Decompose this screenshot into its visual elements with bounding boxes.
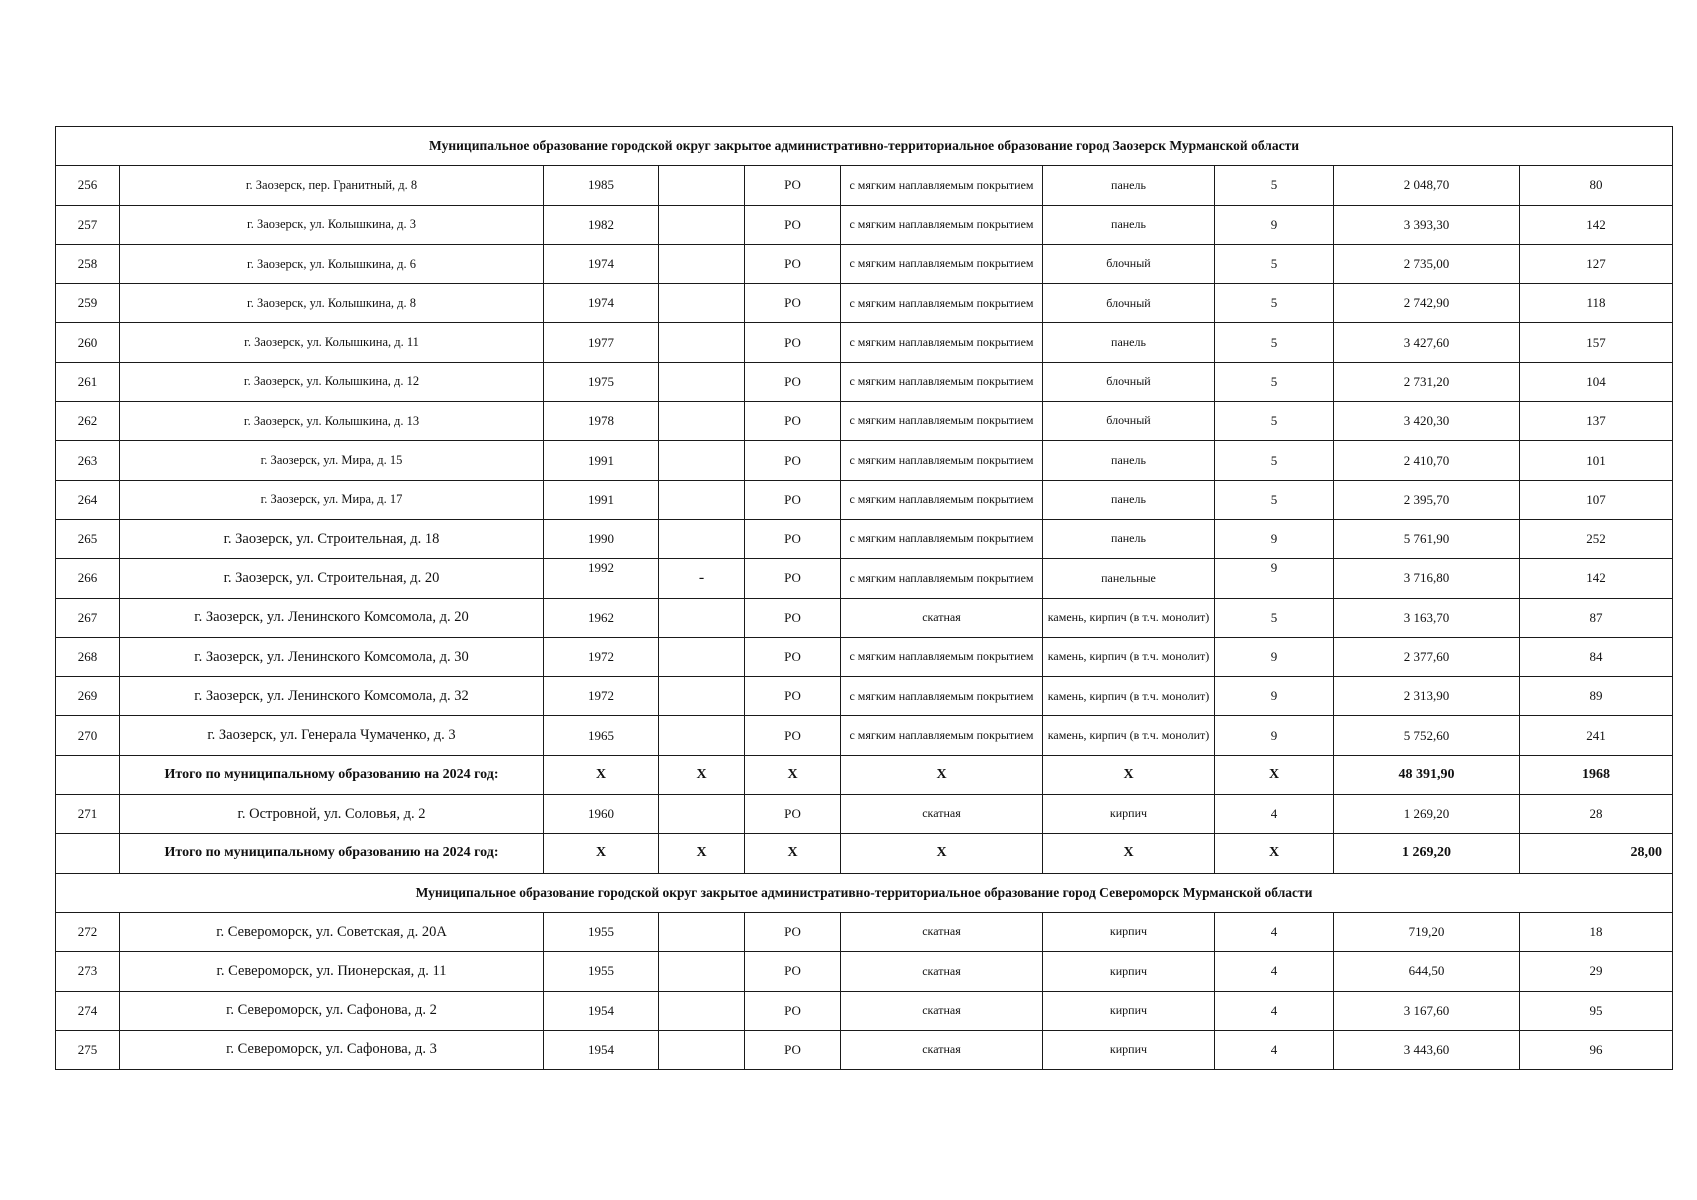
row-number: 266 (56, 559, 120, 598)
address: г. Заозерск, ул. Ленинского Комсомола, д. 32 (120, 677, 544, 716)
resident-count: 89 (1520, 677, 1673, 716)
floor-count: 5 (1215, 284, 1334, 323)
floor-count: 5 (1215, 166, 1334, 205)
resident-count: 28 (1520, 795, 1673, 834)
total-area: 3 167,60 (1334, 991, 1520, 1030)
total-area: 1 269,20 (1334, 795, 1520, 834)
address: г. Заозерск, ул. Колышкина, д. 13 (120, 402, 544, 441)
ro-cell: РО (745, 991, 841, 1030)
roof-type: с мягким наплавляемым покрытием (841, 284, 1043, 323)
table-row (56, 205, 1673, 244)
roof-type: с мягким наплавляемым покрытием (841, 441, 1043, 480)
roof-type: скатная (841, 795, 1043, 834)
extra-cell (659, 991, 745, 1030)
year-built: 1955 (544, 912, 659, 951)
floor-count: 4 (1215, 912, 1334, 951)
total-x-year: X (544, 834, 659, 873)
total-row (56, 834, 1673, 873)
year-built: 1974 (544, 284, 659, 323)
total-people: 28,00 (1520, 834, 1673, 873)
ro-cell: РО (745, 205, 841, 244)
section-header-severomorsk (56, 873, 1673, 912)
table-row (56, 637, 1673, 676)
year-built: 1974 (544, 244, 659, 283)
table-row (56, 402, 1673, 441)
roof-type: с мягким наплавляемым покрытием (841, 244, 1043, 283)
address: г. Заозерск, ул. Строительная, д. 18 (120, 519, 544, 558)
total-area: 2 313,90 (1334, 677, 1520, 716)
floor-count: 9 (1215, 205, 1334, 244)
year-built: 1965 (544, 716, 659, 755)
resident-count: 142 (1520, 205, 1673, 244)
year-built: 1954 (544, 991, 659, 1030)
total-people: 1968 (1520, 755, 1673, 794)
ro-cell: РО (745, 441, 841, 480)
total-area: 3 427,60 (1334, 323, 1520, 362)
floor-count: 9 (1215, 716, 1334, 755)
extra-cell (659, 244, 745, 283)
wall-material: камень, кирпич (в т.ч. монолит) (1043, 637, 1215, 676)
total-area: 48 391,90 (1334, 755, 1520, 794)
wall-material: панель (1043, 205, 1215, 244)
total-area: 2 410,70 (1334, 441, 1520, 480)
total-area: 2 735,00 (1334, 244, 1520, 283)
floor-count: 4 (1215, 795, 1334, 834)
year-built: 1960 (544, 795, 659, 834)
floor-count: 5 (1215, 441, 1334, 480)
floor-count: 5 (1215, 480, 1334, 519)
address: г. Заозерск, ул. Колышкина, д. 12 (120, 362, 544, 401)
year-built: 1975 (544, 362, 659, 401)
year-built: 1991 (544, 441, 659, 480)
address: г. Североморск, ул. Сафонова, д. 3 (120, 1030, 544, 1069)
row-number: 259 (56, 284, 120, 323)
ro-cell: РО (745, 677, 841, 716)
year-built: 1992 (544, 559, 659, 598)
ro-cell: РО (745, 637, 841, 676)
wall-material: панель (1043, 166, 1215, 205)
row-number: 268 (56, 637, 120, 676)
total-area: 5 761,90 (1334, 519, 1520, 558)
ro-cell: РО (745, 795, 841, 834)
roof-type: скатная (841, 912, 1043, 951)
ro-cell: РО (745, 519, 841, 558)
roof-type: с мягким наплавляемым покрытием (841, 637, 1043, 676)
row-number: 271 (56, 795, 120, 834)
address: г. Североморск, ул. Пионерская, д. 11 (120, 952, 544, 991)
table-row (56, 795, 1673, 834)
floor-count: 5 (1215, 244, 1334, 283)
roof-type: с мягким наплавляемым покрытием (841, 519, 1043, 558)
row-number: 257 (56, 205, 120, 244)
table-row (56, 441, 1673, 480)
total-x-year: X (544, 755, 659, 794)
row-number: 258 (56, 244, 120, 283)
total-x-floors: X (1215, 834, 1334, 873)
wall-material: кирпич (1043, 912, 1215, 951)
roof-type: с мягким наплавляемым покрытием (841, 677, 1043, 716)
extra-cell (659, 480, 745, 519)
resident-count: 104 (1520, 362, 1673, 401)
ro-cell: РО (745, 166, 841, 205)
extra-cell (659, 402, 745, 441)
extra-cell (659, 637, 745, 676)
total-row (56, 755, 1673, 794)
extra-cell (659, 323, 745, 362)
table-row (56, 991, 1673, 1030)
housing-register-table (55, 126, 1673, 1070)
row-number: 275 (56, 1030, 120, 1069)
wall-material: кирпич (1043, 795, 1215, 834)
ro-cell: РО (745, 559, 841, 598)
resident-count: 157 (1520, 323, 1673, 362)
extra-cell (659, 1030, 745, 1069)
roof-type: скатная (841, 952, 1043, 991)
total-area: 644,50 (1334, 952, 1520, 991)
address: г. Североморск, ул. Советская, д. 20А (120, 912, 544, 951)
row-number: 272 (56, 912, 120, 951)
total-x-roof: X (841, 755, 1043, 794)
table-row (56, 952, 1673, 991)
resident-count: 95 (1520, 991, 1673, 1030)
address: г. Североморск, ул. Сафонова, д. 2 (120, 991, 544, 1030)
resident-count: 96 (1520, 1030, 1673, 1069)
address: г. Заозерск, ул. Колышкина, д. 6 (120, 244, 544, 283)
ro-cell: РО (745, 598, 841, 637)
extra-cell (659, 912, 745, 951)
total-label: Итого по муниципальному образованию на 2024 год: (120, 755, 544, 794)
address: г. Заозерск, ул. Ленинского Комсомола, д. 30 (120, 637, 544, 676)
extra-cell (659, 795, 745, 834)
resident-count: 84 (1520, 637, 1673, 676)
year-built: 1985 (544, 166, 659, 205)
ro-cell: РО (745, 323, 841, 362)
wall-material: кирпич (1043, 1030, 1215, 1069)
roof-type: с мягким наплавляемым покрытием (841, 205, 1043, 244)
extra-cell (659, 166, 745, 205)
roof-type: с мягким наплавляемым покрытием (841, 166, 1043, 205)
address: г. Островной, ул. Соловья, д. 2 (120, 795, 544, 834)
floor-count: 4 (1215, 991, 1334, 1030)
wall-material: панель (1043, 323, 1215, 362)
ro-cell: РО (745, 480, 841, 519)
table-row (56, 1030, 1673, 1069)
year-built: 1972 (544, 637, 659, 676)
row-number: 265 (56, 519, 120, 558)
address: г. Заозерск, ул. Мира, д. 17 (120, 480, 544, 519)
resident-count: 241 (1520, 716, 1673, 755)
row-number: 270 (56, 716, 120, 755)
ro-cell: РО (745, 1030, 841, 1069)
year-built: 1991 (544, 480, 659, 519)
wall-material: панельные (1043, 559, 1215, 598)
table-row (56, 480, 1673, 519)
roof-type: с мягким наплавляемым покрытием (841, 480, 1043, 519)
floor-count: 9 (1215, 559, 1334, 598)
wall-material: панель (1043, 480, 1215, 519)
table-row (56, 677, 1673, 716)
year-built: 1978 (544, 402, 659, 441)
address: г. Заозерск, ул. Колышкина, д. 3 (120, 205, 544, 244)
total-area: 2 742,90 (1334, 284, 1520, 323)
total-x-material: X (1043, 834, 1215, 873)
wall-material: камень, кирпич (в т.ч. монолит) (1043, 716, 1215, 755)
ro-cell: РО (745, 402, 841, 441)
wall-material: блочный (1043, 402, 1215, 441)
extra-cell (659, 284, 745, 323)
address: г. Заозерск, ул. Колышкина, д. 8 (120, 284, 544, 323)
wall-material: камень, кирпич (в т.ч. монолит) (1043, 677, 1215, 716)
total-x-ro: X (745, 755, 841, 794)
total-empty-cell (56, 834, 120, 873)
extra-cell (659, 205, 745, 244)
ro-cell: РО (745, 244, 841, 283)
resident-count: 252 (1520, 519, 1673, 558)
total-area: 719,20 (1334, 912, 1520, 951)
section-title: Муниципальное образование городской округ закрытое административно-территориальное образование город Североморск Мурманской области (56, 873, 1673, 912)
total-label: Итого по муниципальному образованию на 2024 год: (120, 834, 544, 873)
ro-cell: РО (745, 952, 841, 991)
roof-type: с мягким наплавляемым покрытием (841, 323, 1043, 362)
floor-count: 5 (1215, 598, 1334, 637)
total-area: 3 420,30 (1334, 402, 1520, 441)
total-area: 3 393,30 (1334, 205, 1520, 244)
wall-material: кирпич (1043, 991, 1215, 1030)
extra-cell (659, 716, 745, 755)
address: г. Заозерск, ул. Мира, д. 15 (120, 441, 544, 480)
address: г. Заозерск, пер. Гранитный, д. 8 (120, 166, 544, 205)
resident-count: 18 (1520, 912, 1673, 951)
total-area: 1 269,20 (1334, 834, 1520, 873)
section-header-zaozersk (56, 127, 1673, 166)
extra-cell (659, 677, 745, 716)
resident-count: 107 (1520, 480, 1673, 519)
row-number: 256 (56, 166, 120, 205)
floor-count: 5 (1215, 402, 1334, 441)
roof-type: скатная (841, 991, 1043, 1030)
table-row (56, 519, 1673, 558)
floor-count: 9 (1215, 637, 1334, 676)
table-row (56, 284, 1673, 323)
address: г. Заозерск, ул. Ленинского Комсомола, д. 20 (120, 598, 544, 637)
wall-material: панель (1043, 519, 1215, 558)
year-built: 1962 (544, 598, 659, 637)
address: г. Заозерск, ул. Строительная, д. 20 (120, 559, 544, 598)
roof-type: скатная (841, 1030, 1043, 1069)
floor-count: 4 (1215, 1030, 1334, 1069)
total-x-extra: X (659, 834, 745, 873)
extra-cell (659, 952, 745, 991)
total-area: 3 443,60 (1334, 1030, 1520, 1069)
floor-count: 9 (1215, 519, 1334, 558)
table-row (56, 244, 1673, 283)
row-number: 263 (56, 441, 120, 480)
year-built: 1977 (544, 323, 659, 362)
roof-type: с мягким наплавляемым покрытием (841, 402, 1043, 441)
total-area: 2 731,20 (1334, 362, 1520, 401)
wall-material: блочный (1043, 244, 1215, 283)
wall-material: блочный (1043, 284, 1215, 323)
total-x-material: X (1043, 755, 1215, 794)
extra-cell: - (659, 559, 745, 598)
extra-cell (659, 519, 745, 558)
resident-count: 137 (1520, 402, 1673, 441)
wall-material: блочный (1043, 362, 1215, 401)
wall-material: кирпич (1043, 952, 1215, 991)
resident-count: 29 (1520, 952, 1673, 991)
ro-cell: РО (745, 284, 841, 323)
ro-cell: РО (745, 362, 841, 401)
extra-cell (659, 362, 745, 401)
resident-count: 101 (1520, 441, 1673, 480)
roof-type: с мягким наплавляемым покрытием (841, 716, 1043, 755)
row-number: 260 (56, 323, 120, 362)
address: г. Заозерск, ул. Колышкина, д. 11 (120, 323, 544, 362)
floor-count: 5 (1215, 323, 1334, 362)
wall-material: камень, кирпич (в т.ч. монолит) (1043, 598, 1215, 637)
total-x-ro: X (745, 834, 841, 873)
floor-count: 5 (1215, 362, 1334, 401)
row-number: 262 (56, 402, 120, 441)
row-number: 273 (56, 952, 120, 991)
roof-type: с мягким наплавляемым покрытием (841, 559, 1043, 598)
table-row (56, 323, 1673, 362)
table-row (56, 716, 1673, 755)
resident-count: 142 (1520, 559, 1673, 598)
resident-count: 118 (1520, 284, 1673, 323)
floor-count: 9 (1215, 677, 1334, 716)
total-area: 2 048,70 (1334, 166, 1520, 205)
total-area: 2 395,70 (1334, 480, 1520, 519)
year-built: 1972 (544, 677, 659, 716)
resident-count: 87 (1520, 598, 1673, 637)
row-number: 274 (56, 991, 120, 1030)
ro-cell: РО (745, 912, 841, 951)
roof-type: с мягким наплавляемым покрытием (841, 362, 1043, 401)
total-x-roof: X (841, 834, 1043, 873)
total-x-extra: X (659, 755, 745, 794)
table-row (56, 559, 1673, 598)
year-built: 1954 (544, 1030, 659, 1069)
year-built: 1955 (544, 952, 659, 991)
floor-count: 4 (1215, 952, 1334, 991)
roof-type: скатная (841, 598, 1043, 637)
table-row (56, 362, 1673, 401)
extra-cell (659, 598, 745, 637)
address: г. Заозерск, ул. Генерала Чумаченко, д. 3 (120, 716, 544, 755)
total-area: 3 163,70 (1334, 598, 1520, 637)
total-area: 2 377,60 (1334, 637, 1520, 676)
row-number: 261 (56, 362, 120, 401)
total-empty-cell (56, 755, 120, 794)
total-x-floors: X (1215, 755, 1334, 794)
row-number: 267 (56, 598, 120, 637)
row-number: 269 (56, 677, 120, 716)
year-built: 1982 (544, 205, 659, 244)
table-row (56, 598, 1673, 637)
table-row (56, 166, 1673, 205)
total-area: 3 716,80 (1334, 559, 1520, 598)
ro-cell: РО (745, 716, 841, 755)
section-title: Муниципальное образование городской округ закрытое административно-территориальное образование город Заозерск Мурманской области (56, 127, 1673, 166)
total-area: 5 752,60 (1334, 716, 1520, 755)
extra-cell (659, 441, 745, 480)
wall-material: панель (1043, 441, 1215, 480)
table-row (56, 912, 1673, 951)
row-number: 264 (56, 480, 120, 519)
resident-count: 127 (1520, 244, 1673, 283)
year-built: 1990 (544, 519, 659, 558)
resident-count: 80 (1520, 166, 1673, 205)
